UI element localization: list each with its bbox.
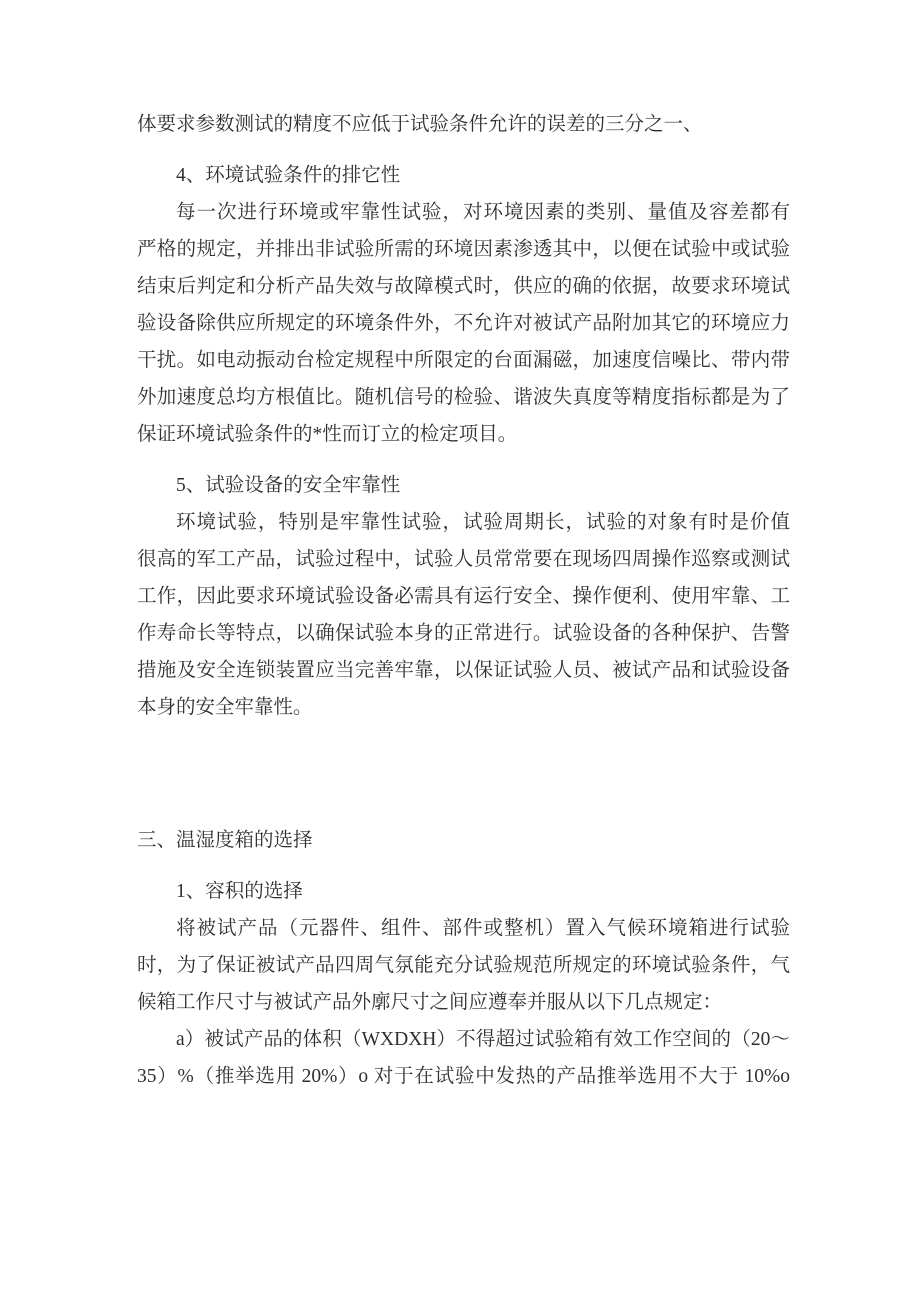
subsection-heading-5: 5、试验设备的安全牢靠性	[176, 475, 401, 496]
subsection-heading-4: 4、环境试验条件的排它性	[176, 165, 401, 186]
text-line: 结束后判定和分析产品失效与故障模式时，供应的确的依据，故要求环境试	[137, 276, 790, 297]
text-line: 外加速度总均方根值比。随机信号的检验、谐波失真度等精度指标都是为了	[137, 387, 790, 408]
text-line: 验设备除供应所规定的环境条件外，不允许对被试产品附加其它的环境应力	[137, 313, 790, 334]
text-line: a）被试产品的体积（WXDXH）不得超过试验箱有效工作空间的（20～	[176, 1029, 790, 1050]
paragraph-exclusivity	[137, 194, 790, 453]
text-line: 时，为了保证被试产品四周气氛能充分试验规范所规定的环境试验条件，气	[137, 955, 790, 976]
paragraph-volume-selection	[137, 910, 790, 1021]
paragraph-safety-reliability	[137, 504, 790, 726]
text-line: 将被试产品（元器件、组件、部件或整机）置入气候环境箱进行试验	[176, 918, 790, 939]
text-line: 工作，因此要求环境试验设备必需具有运行安全、操作便利、使用牢靠、工	[137, 586, 790, 607]
text-line: 候箱工作尺寸与被试产品外廓尺寸之间应遵奉并服从以下几点规定：	[137, 992, 723, 1013]
text-line: 措施及安全连锁装置应当完善牢靠，以保证试验人员、被试产品和试验设备	[137, 660, 790, 681]
text-line: 35）%（推举选用 20%）o 对于在试验中发热的产品推举选用不大于 10%o	[137, 1066, 790, 1087]
section-heading-3: 三、温湿度箱的选择	[137, 830, 313, 851]
text-line: 干扰。如电动振动台检定规程中所限定的台面漏磁，加速度信噪比、带内带	[137, 350, 790, 371]
text-line: 保证环境试验条件的*性而订立的检定项目。	[137, 424, 518, 445]
paragraph-rule-a	[137, 1021, 790, 1095]
text-line: 作寿命长等特点，以确保试验本身的正常进行。试验设备的各种保护、告警	[137, 623, 790, 644]
subsection-heading-1: 1、容积的选择	[176, 881, 303, 902]
text-line: 每一次进行环境或牢靠性试验，对环境因素的类别、量值及容差都有	[176, 202, 790, 223]
text-line: 本身的安全牢靠性。	[137, 697, 313, 718]
continuation-line: 体要求参数测试的精度不应低于试验条件允许的误差的三分之一、	[137, 114, 703, 135]
text-line: 很高的军工产品，试验过程中，试验人员常常要在现场四周操作巡察或测试	[137, 549, 790, 570]
text-line: 严格的规定，并排出非试验所需的环境因素渗透其中，以便在试验中或试验	[137, 239, 790, 260]
text-line: 环境试验，特别是牢靠性试验，试验周期长，试验的对象有时是价值	[176, 512, 790, 533]
